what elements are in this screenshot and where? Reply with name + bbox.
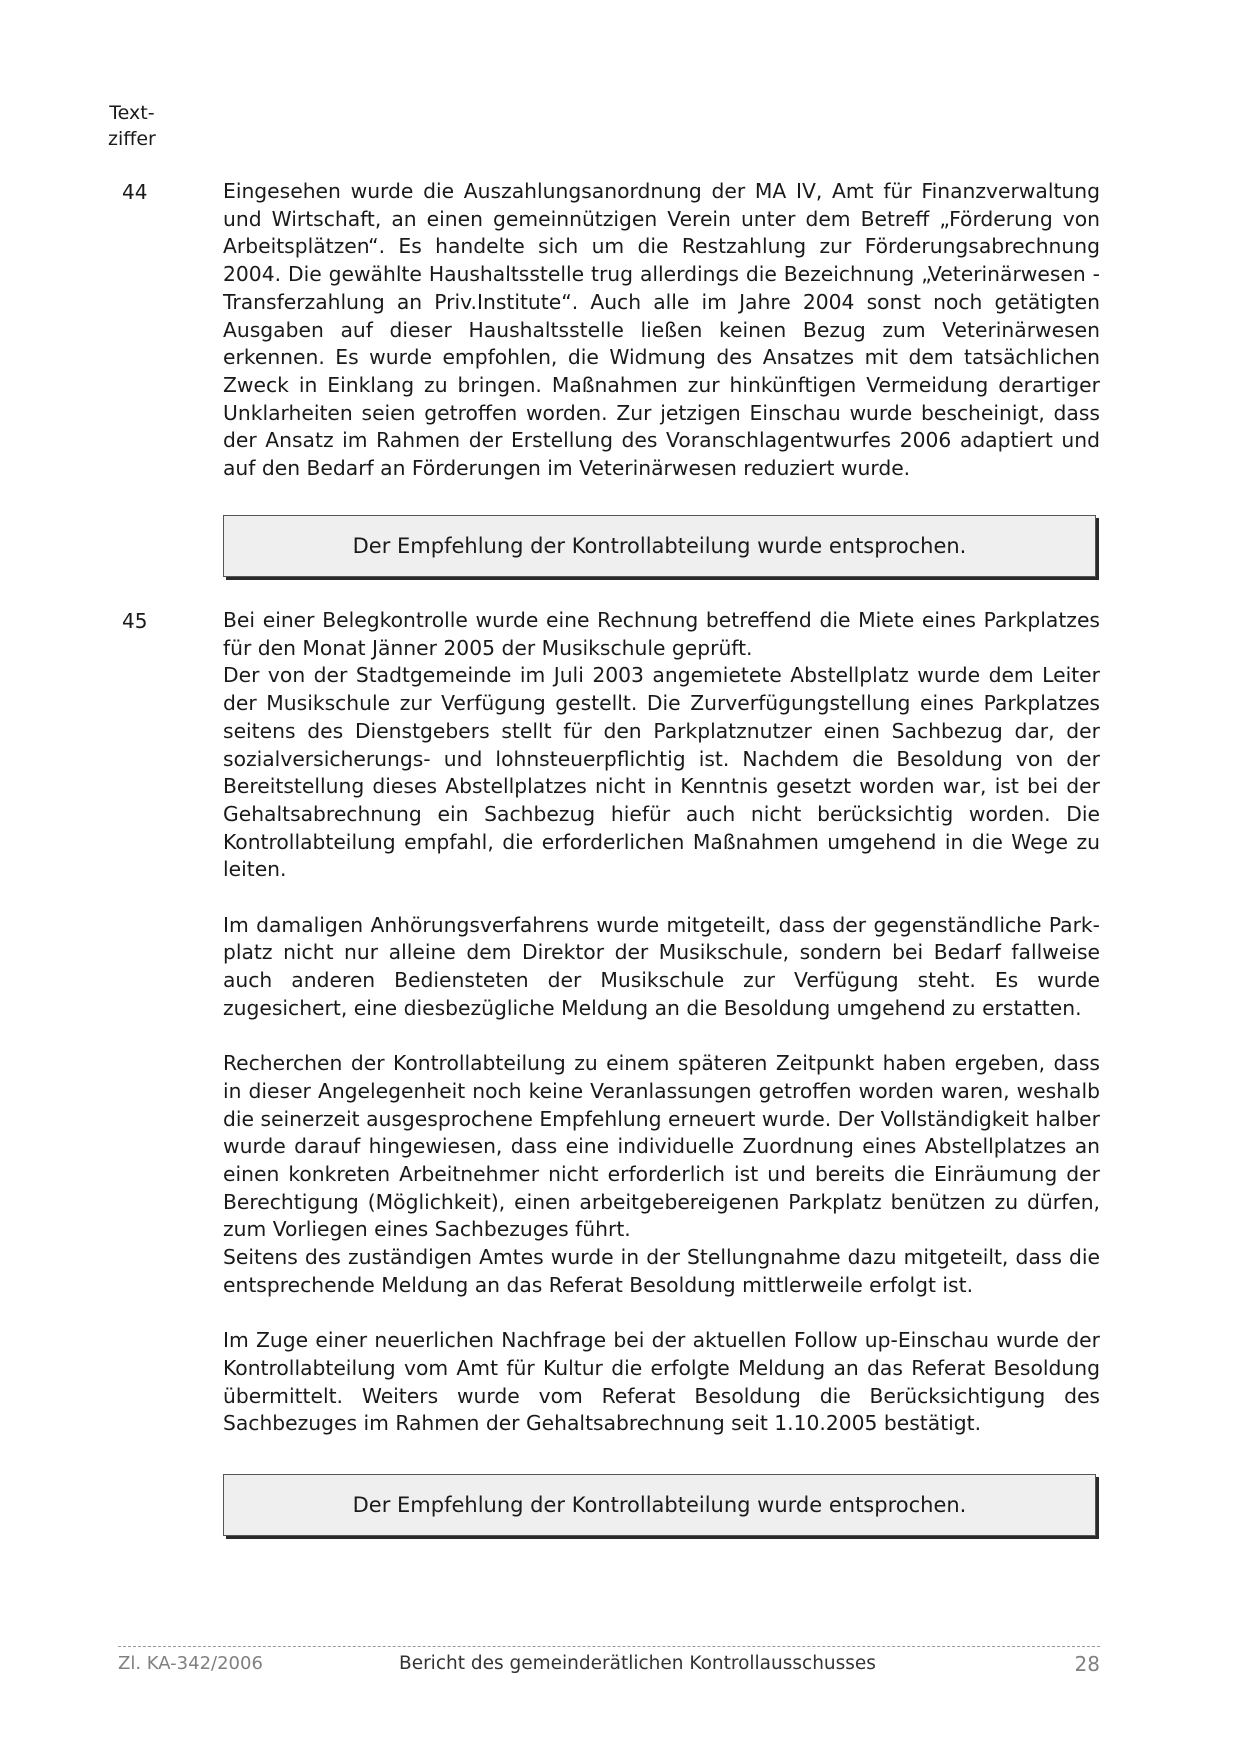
margin-label-line: ziffer	[108, 128, 156, 150]
section-number: 45	[122, 609, 148, 633]
section-body	[223, 607, 1100, 1438]
paragraph: Bei einer Belegkontrolle wurde eine Rechnung betreffend die Miete eines Parkplatzes für den Monat Jänner 2005 der Musikschule geprüft.	[223, 608, 1100, 660]
footer-title: Bericht des gemeinderätlichen Kontrollausschusses	[399, 1653, 876, 1674]
paragraph: Recherchen der Kontrollabteilung zu einem späteren Zeitpunkt haben ergeben, dass in dieser Angelegenheit noch keine Veranlassungen getroffen worden waren, weshalb die seinerzeit ausgesprochene Empfehlung erneuert wurde. Der Vollständigkeit halber wurde darauf hingewiesen, dass eine individuelle Zuordnung eines Abstellplatzes an einen konkreten Arbeitnehmer nicht erforderlich ist und bereits die Einräumung der Berechtigung (Möglichkeit), einen arbeitgebereigenen Parkplatz benützen zu dürfen, zum Vorliegen eines Sachbezuges führt.	[223, 1051, 1100, 1242]
paragraph: Eingesehen wurde die Auszahlungsanordnung der MA IV, Amt für Finanzverwaltung und Wirtschaft, an einen gemeinnützigen Verein unter dem Betreff „Förderung von Arbeitsplätzen“. Es handelte sich um die Restzahlung zur Förderungsabrechnung 2004. Die gewählte Haushaltsstelle trug allerdings die Bezeichnung „Veterinärwesen - Transferzahlung an Priv.Institute“. Auch alle im Jahre 2004 sonst noch getätigten Ausgaben auf dieser Haushaltsstelle ließen keinen Bezug zum Veterinärwesen erkennen. Es wurde empfohlen, die Widmung des Ansatzes mit dem tatsächlichen Zweck in Einklang zu bringen. Maßnahmen zur hinkünftigen Vermeidung derartiger Unklarheiten seien getroffen worden. Zur jetzigen Einschau wurde bescheinigt, dass der Ansatz im Rahmen der Erstellung des Voranschlagentwurfes 2006 adaptiert und auf den Bedarf an Förderungen im Veterinärwesen reduziert wurde.	[223, 179, 1100, 481]
paragraph: Im damaligen Anhörungsverfahrens wurde mitgeteilt, dass der gegenständliche Park-platz nicht nur alleine dem Direktor der Musikschule, sondern bei Bedarf fallweise auch anderen Bediensteten der Musikschule zur Verfügung steht. Es wurde zugesichert, eine diesbezügliche Meldung an die Besoldung umgehend zu erstatten.	[223, 912, 1100, 1020]
recommendation-callout: Der Empfehlung der Kontrollabteilung wurde entsprochen.	[223, 1474, 1096, 1536]
margin-label	[108, 100, 156, 152]
section-number: 44	[122, 180, 148, 204]
margin-label-line: Text-	[109, 102, 155, 124]
page-number: 28	[1074, 1652, 1100, 1676]
paragraph: Der von der Stadtgemeinde im Juli 2003 angemietete Abstellplatz wurde dem Leiter der Musikschule zur Verfügung gestellt. Die Zurverfügungstellung eines Parkplatzes seitens des Dienstgebers stellt für den Parkplatznutzer einen Sachbezug dar, der sozialversicherungs- und lohnsteuerpflichtig ist. Nachdem die Besoldung von der Bereitstellung dieses Abstellplatzes nicht in Kenntnis gesetzt worden war, ist bei der Gehaltsabrechnung ein Sachbezug hiefür auch nicht berücksichtig worden. Die Kontrollabteilung empfahl, die erforderlichen Maßnahmen umgehend in die Wege zu leiten.	[223, 663, 1100, 882]
paragraph: Seitens des zuständigen Amtes wurde in der Stellungnahme dazu mitgeteilt, dass die entsprechende Meldung an das Referat Besoldung mittlerweile erfolgt ist.	[223, 1245, 1100, 1297]
paragraph: Im Zuge einer neuerlichen Nachfrage bei der aktuellen Follow up-Einschau wurde der Kontrollabteilung vom Amt für Kultur die erfolgte Meldung an das Referat Besoldung übermittelt. Weiters wurde vom Referat Besoldung die Berücksichtigung des Sachbezuges im Rahmen der Gehaltsabrechnung seit 1.10.2005 bestätigt.	[223, 1328, 1100, 1436]
section-body	[223, 178, 1100, 483]
footer-reference: Zl. KA-342/2006	[118, 1653, 263, 1674]
footer-divider	[118, 1646, 1100, 1647]
recommendation-callout: Der Empfehlung der Kontrollabteilung wurde entsprochen.	[223, 515, 1096, 577]
